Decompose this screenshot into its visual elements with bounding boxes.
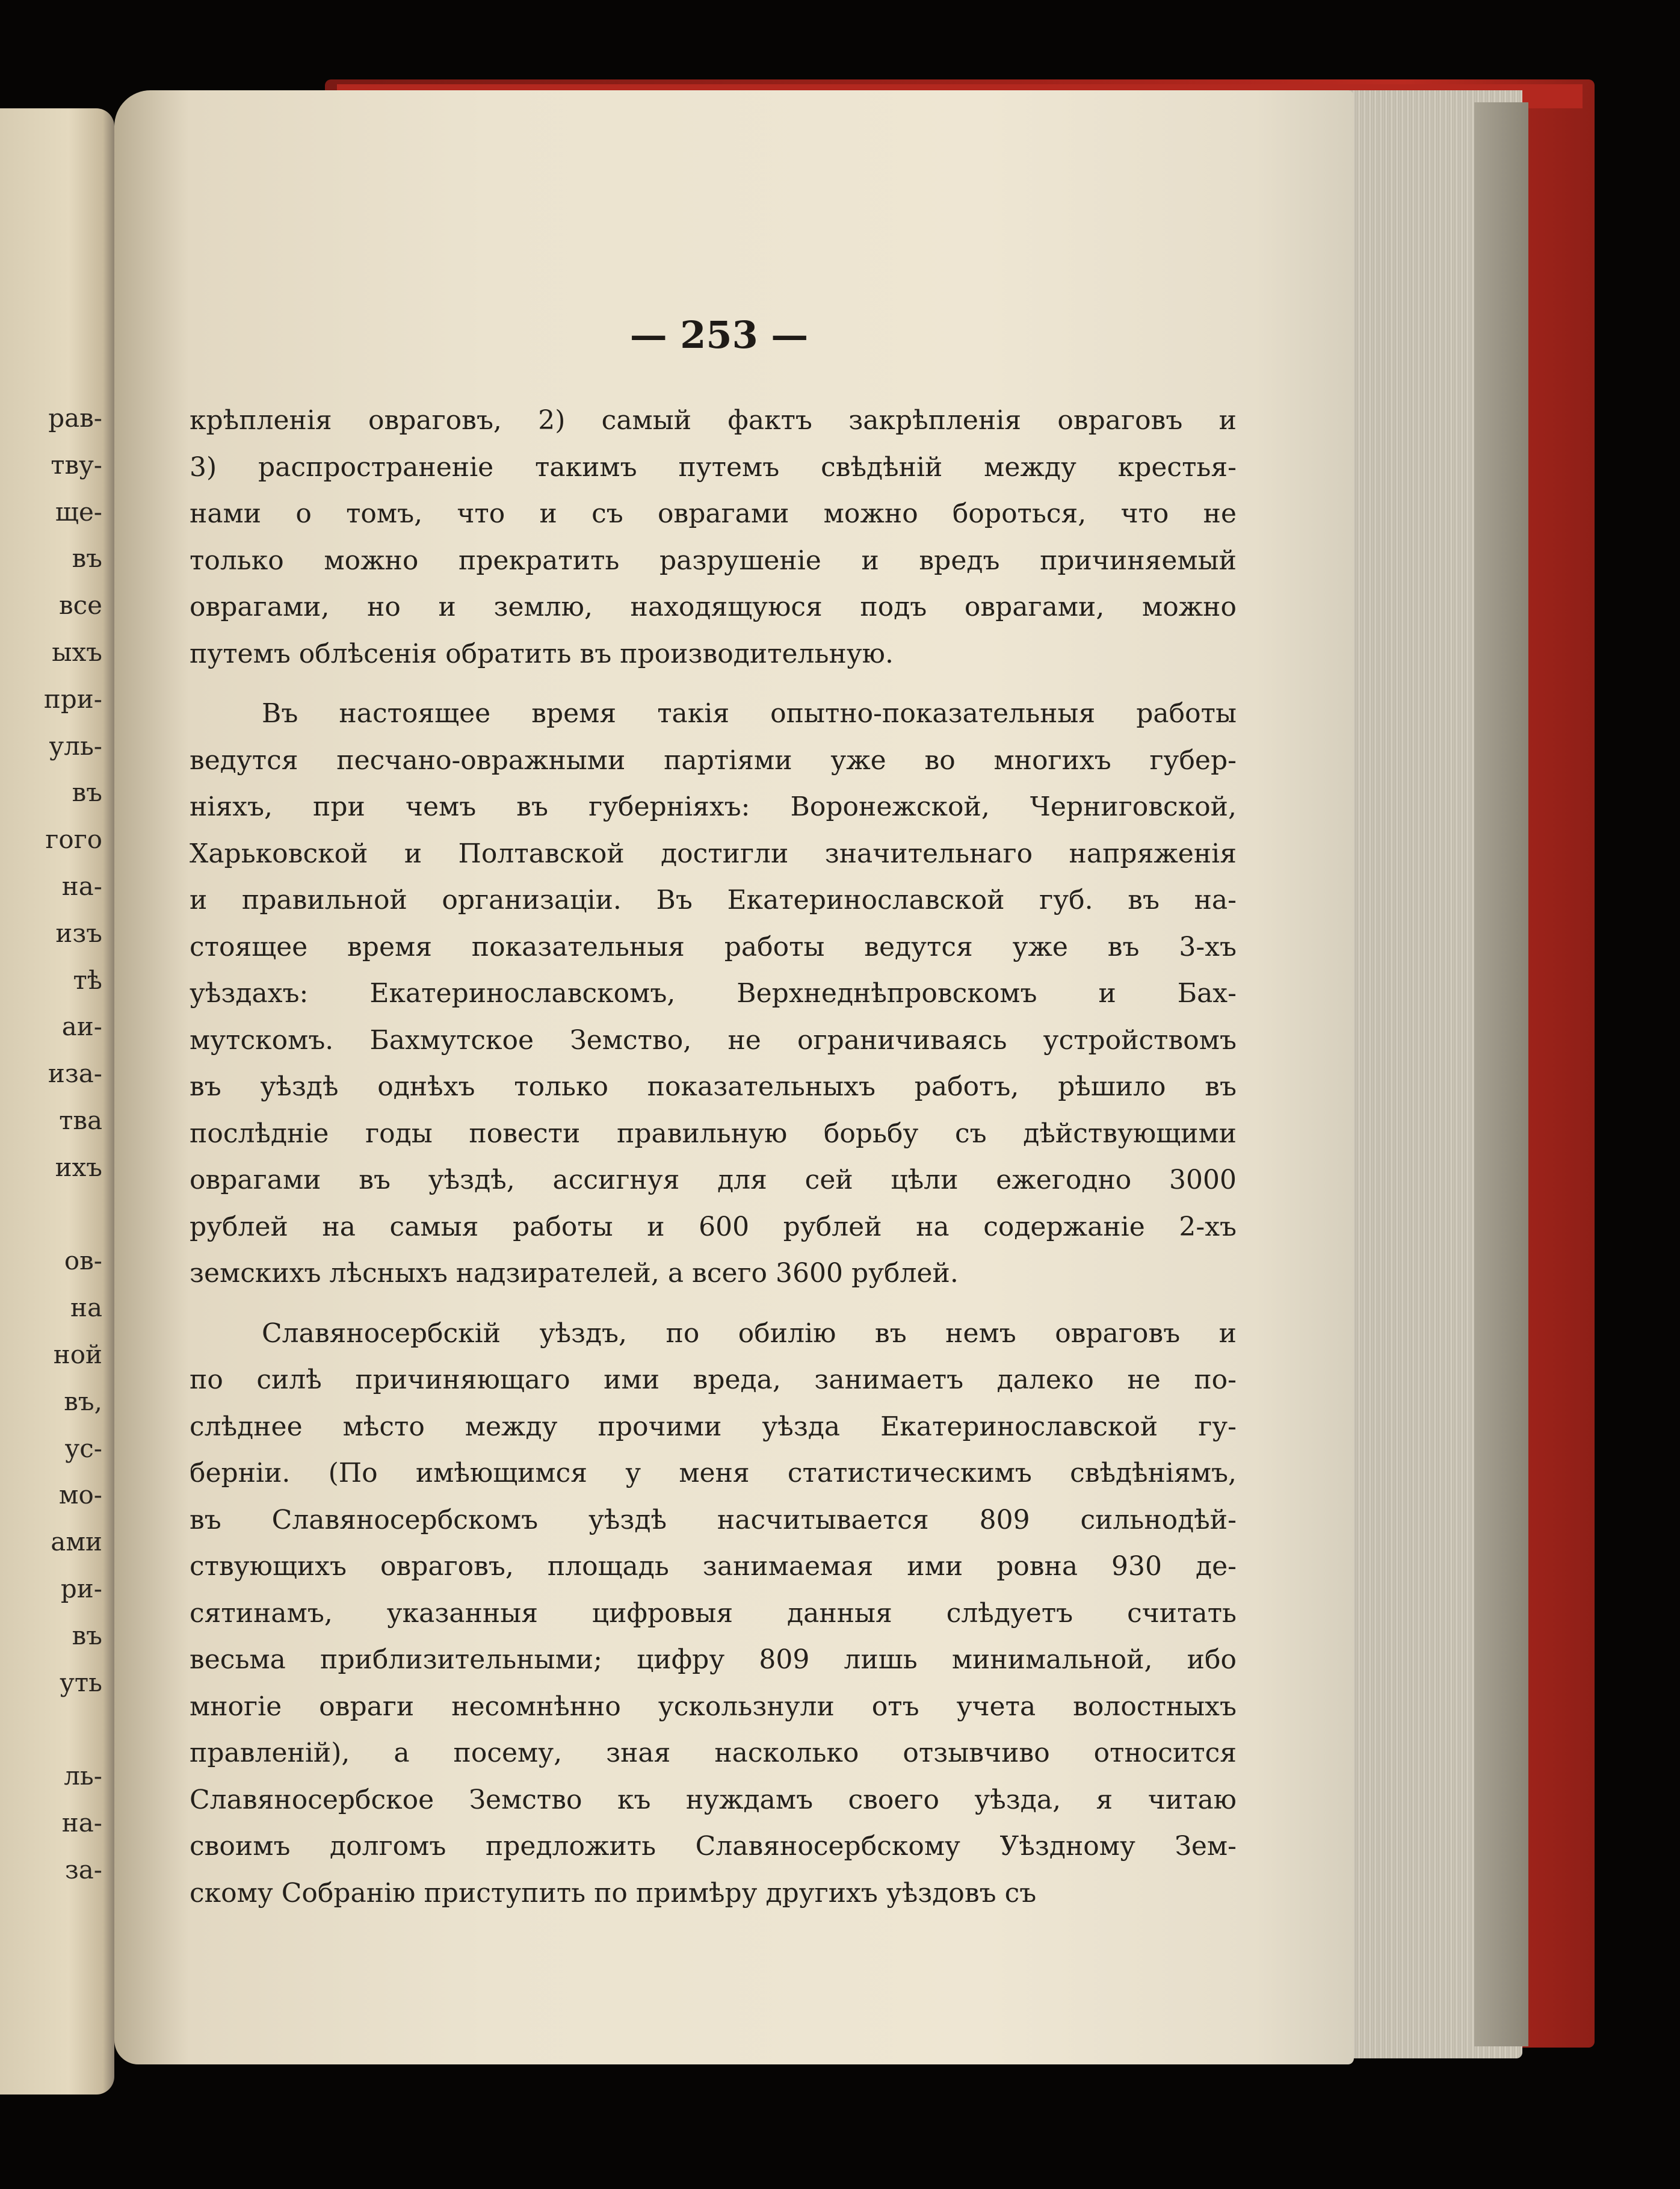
text-line: ствующихъ овраговъ, площадь занимаемая ими ровна 930 де- xyxy=(190,1551,1237,1582)
left-page-line-ending: мо- xyxy=(58,1480,102,1510)
text-line: своимъ долгомъ предложить Славяносербскому Уѣздному Зем- xyxy=(190,1831,1237,1862)
left-page-line-ending: иза- xyxy=(48,1059,102,1089)
text-line: слѣднее мѣсто между прочими уѣзда Екатеринославской гу- xyxy=(190,1411,1237,1442)
left-page-line-ending: тву- xyxy=(51,450,102,480)
text-line: скому Собранію приступить по примѣру другихъ уѣздовъ съ xyxy=(190,1877,1037,1909)
text-line: сятинамъ, указанныя цифровыя данныя слѣдуетъ считать xyxy=(190,1597,1237,1629)
left-page-line-ending: уль- xyxy=(49,731,102,761)
text-line: оврагами въ уѣздѣ, ассигнуя для сей цѣли ежегодно 3000 xyxy=(190,1165,1237,1195)
text-line: и правильной организаціи. Въ Екатеринославской губ. въ на- xyxy=(190,885,1237,915)
left-page-line-ending: уть xyxy=(60,1667,102,1697)
text-line: правленій), а посему, зная насколько отзывчиво относится xyxy=(190,1738,1237,1768)
text-line: только можно прекратить разрушеніе и вредъ причиняемый xyxy=(190,545,1237,576)
paragraph xyxy=(190,1310,1237,1917)
left-page-line-ending: аи- xyxy=(61,1012,102,1042)
text-line: земскихъ лѣсныхъ надзирателей, а всего 3600 рублей. xyxy=(190,1258,959,1289)
left-page-line-ending: въ, xyxy=(64,1386,102,1416)
left-page-line-ending: ихъ xyxy=(55,1152,102,1182)
text-line: крѣпленія овраговъ, 2) самый фактъ закрѣпленія овраговъ и xyxy=(190,405,1237,436)
page-edges-shadow xyxy=(1474,102,1528,2046)
text-line: нами о томъ, что и съ оврагами можно бороться, что не xyxy=(190,498,1237,529)
previous-page-fragment xyxy=(0,108,114,2095)
left-page-line-ending: ри- xyxy=(60,1574,102,1603)
left-page-line-ending: на- xyxy=(61,1808,102,1838)
left-page-line-ending: все xyxy=(58,590,102,621)
paragraph-gap xyxy=(190,677,1237,690)
text-line: въ уѣздѣ однѣхъ только показательныхъ работъ, рѣшило въ xyxy=(190,1071,1237,1102)
left-page-line-ending: ще- xyxy=(55,497,102,527)
left-page-line-ending: рав- xyxy=(48,403,102,433)
text-line: многіе овраги несомнѣнно ускользнули отъ учета волостныхъ xyxy=(190,1691,1237,1722)
left-page-line-ending: на xyxy=(70,1293,102,1323)
left-page-line-ending: въ xyxy=(72,543,102,574)
left-page-line-ending: при- xyxy=(43,684,102,714)
left-page-line-ending: въ xyxy=(72,1620,102,1650)
left-page-line-ending: ной xyxy=(53,1340,102,1369)
text-line: оврагами, но и землю, находящуюся подъ оврагами, можно xyxy=(190,592,1237,622)
text-line: Славяносербскій уѣздъ, по обилію въ немъ овраговъ и xyxy=(262,1317,1237,1349)
left-page-line-ending: тѣ xyxy=(73,965,102,995)
text-line: берніи. (По имѣющимся у меня статистическимъ свѣдѣніямъ, xyxy=(190,1458,1237,1488)
left-page-line-ending: на- xyxy=(61,872,102,901)
text-line: рублей на самыя работы и 600 рублей на содержаніе 2-хъ xyxy=(190,1211,1237,1242)
text-line: послѣдніе годы повести правильную борьбу съ дѣйствующими xyxy=(190,1118,1237,1149)
left-page-line-ending: въ xyxy=(72,778,102,808)
text-line: путемъ облѣсенія обратить въ производительную. xyxy=(190,638,894,669)
book-page xyxy=(114,90,1354,2064)
text-line: уѣздахъ: Екатеринославскомъ, Верхнеднѣпровскомъ и Бах- xyxy=(190,978,1237,1009)
left-page-line-ending: гого xyxy=(45,825,102,855)
page-number: — 253 — xyxy=(629,313,809,357)
left-page-line-ending: за- xyxy=(64,1854,102,1884)
paragraph-gap xyxy=(190,1297,1237,1310)
left-page-line-ending: ов- xyxy=(64,1246,102,1276)
text-line: ведутся песчано-овражными партіями уже во многихъ губер- xyxy=(190,745,1237,776)
text-line: весьма приблизительными; цифру 809 лишь минимальной, ибо xyxy=(190,1644,1237,1675)
left-page-line-ending: тва xyxy=(59,1106,102,1135)
left-page-line-ending: ус- xyxy=(64,1433,102,1463)
paragraph xyxy=(190,690,1237,1297)
page-body-text xyxy=(190,397,1237,1916)
left-page-line-ending: ль- xyxy=(64,1761,102,1791)
text-line: Славяносербское Земство къ нуждамъ своего уѣзда, я читаю xyxy=(190,1784,1237,1815)
left-page-line-ending: ами xyxy=(51,1527,102,1557)
text-line: стоящее время показательныя работы ведутся уже въ 3-хъ xyxy=(190,931,1237,962)
text-line: Въ настоящее время такія опытно-показательныя работы xyxy=(262,698,1237,729)
left-page-line-ending: изъ xyxy=(55,918,102,948)
left-page-line-ending: ыхъ xyxy=(52,637,102,667)
text-line: по силѣ причиняющаго ими вреда, занимаетъ далеко не по- xyxy=(190,1364,1237,1395)
text-line: въ Славяносербскомъ уѣздѣ насчитывается 809 сильнодѣй- xyxy=(190,1504,1237,1535)
text-line: ніяхъ, при чемъ въ губерніяхъ: Воронежской, Черниговской, xyxy=(190,791,1237,822)
text-line: мутскомъ. Бахмутское Земство, не ограничиваясь устройствомъ xyxy=(190,1024,1237,1056)
text-line: 3) распространеніе такимъ путемъ свѣдѣній между крестья- xyxy=(190,451,1237,483)
text-line: Харьковской и Полтавской достигли значительнаго напряженія xyxy=(190,838,1237,869)
paragraph xyxy=(190,397,1237,677)
